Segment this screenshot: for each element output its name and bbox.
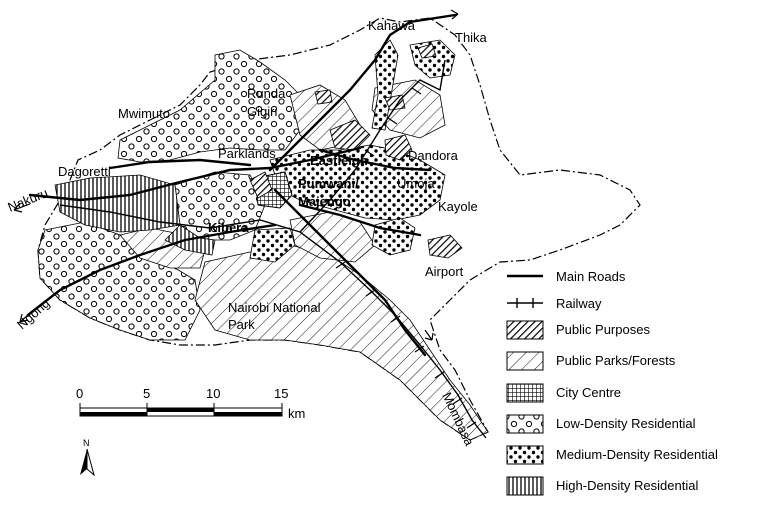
high-density-dagoretti	[55, 175, 180, 232]
label-airport: Airport	[425, 264, 464, 279]
north-label: N	[83, 438, 90, 448]
label-parklands: Parklands	[218, 146, 276, 161]
label-mombasa: Mombasa	[439, 389, 477, 448]
legend-symbol-public-purposes	[507, 321, 543, 339]
label-dagoretti: Dagoretti	[58, 164, 111, 179]
label-thika: Thika	[455, 30, 487, 45]
legend-label-main-roads: Main Roads	[556, 269, 626, 284]
legend-label-medium-density: Medium-Density Residential	[556, 447, 718, 462]
label-nakuru: Nakuru	[5, 185, 50, 215]
legend-symbol-railway	[507, 298, 543, 308]
legend-label-high-density: High-Density Residential	[556, 478, 699, 493]
public-purposes-airport	[428, 235, 462, 258]
north-arrow-icon	[80, 438, 94, 475]
legend	[507, 269, 718, 495]
label-eastleigh: Eastleigh	[310, 153, 368, 168]
legend-symbol-public-parks	[507, 352, 543, 370]
label-runda: Runda	[247, 86, 286, 101]
public-purposes-gigiri	[315, 90, 332, 104]
label-majengo: Majengo	[298, 194, 351, 209]
legend-label-public-purposes: Public Purposes	[556, 322, 650, 337]
medium-density-kayole	[372, 218, 415, 255]
label-pumwani: Pumwani/	[298, 176, 359, 191]
label-mwimuto: Mwimuto	[118, 106, 171, 121]
label-park-line2: Park	[228, 317, 255, 332]
legend-symbol-high-density	[507, 477, 543, 495]
legend-label-public-parks: Public Parks/Forests	[556, 353, 676, 368]
legend-symbol-city-centre	[507, 384, 543, 402]
scale-tick-5: 5	[143, 386, 151, 401]
label-kayole: Kayole	[438, 199, 478, 214]
scale-tick-10: 10	[206, 386, 221, 401]
legend-symbol-medium-density	[507, 446, 543, 464]
label-park-line1: Nairobi National	[228, 300, 321, 315]
scale-bar	[76, 386, 305, 421]
label-umoja: Umoja	[397, 176, 435, 191]
legend-symbol-low-density	[507, 415, 543, 433]
legend-label-low-density: Low-Density Residential	[556, 416, 696, 431]
label-ngong: Ngong	[13, 295, 53, 333]
label-gigiri: Gigiri	[247, 104, 278, 119]
label-dandora: Dandora	[408, 148, 458, 163]
legend-label-railway: Railway	[556, 296, 602, 311]
legend-label-city-centre: City Centre	[556, 385, 622, 400]
label-kibera: Kibera	[208, 220, 249, 235]
scale-unit: km	[288, 406, 306, 421]
scale-tick-15: 15	[274, 386, 289, 401]
scale-tick-0: 0	[76, 386, 84, 401]
label-kahawa: Kahawa	[368, 18, 415, 33]
